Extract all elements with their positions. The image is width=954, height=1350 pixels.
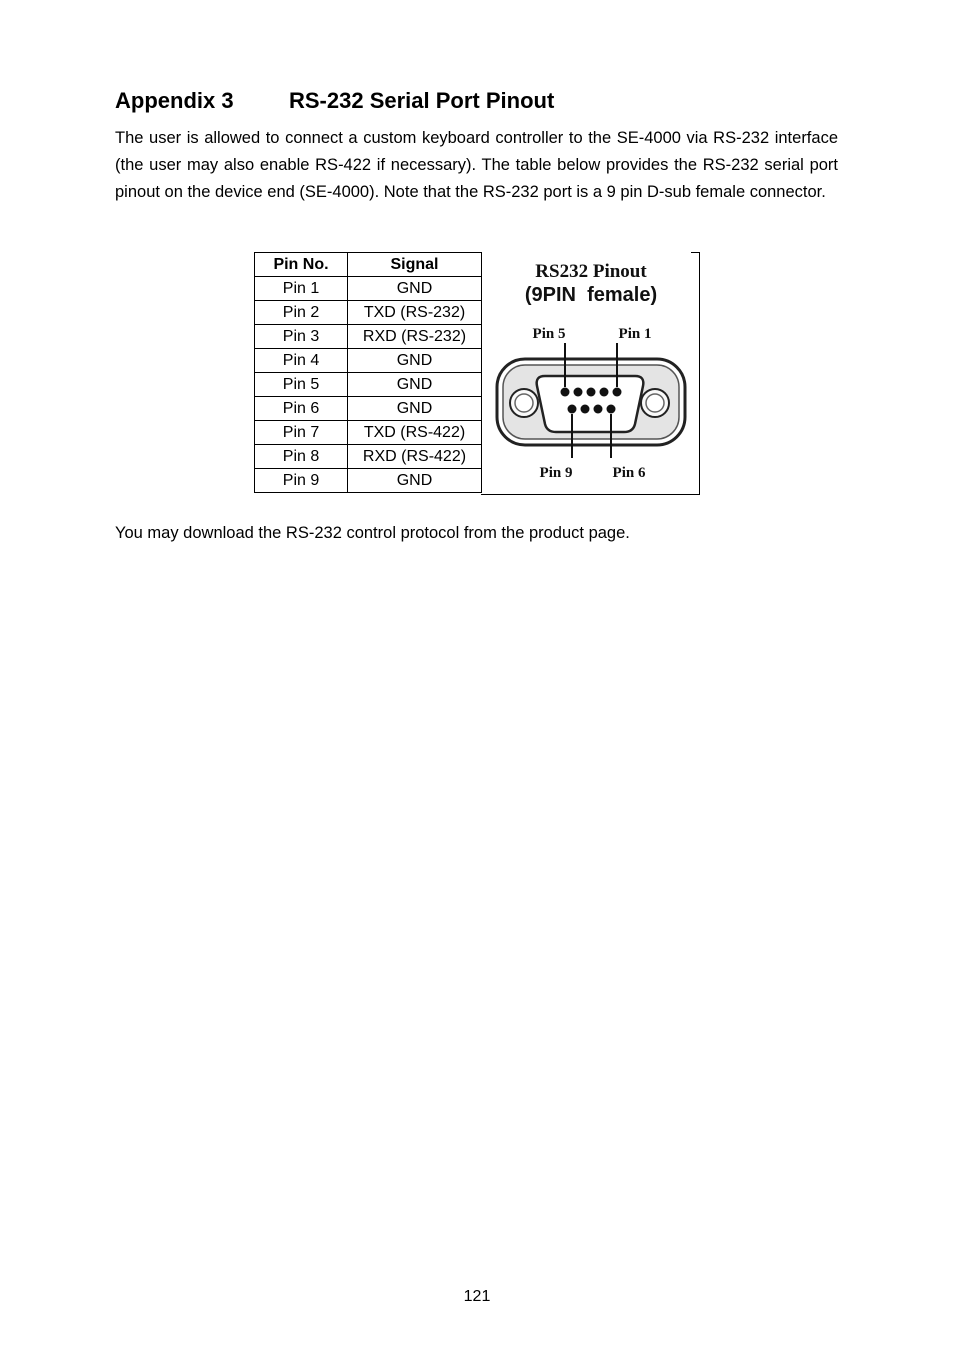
table-row bbox=[255, 277, 482, 301]
signal-cell: GND bbox=[348, 277, 482, 301]
intro-paragraph: The user is allowed to connect a custom keyboard controller to the SE-4000 via RS-232 interface (the user may also enable RS-422 if necessary). The table below provides the RS-232 serial port pinout on the device end (SE-4000). Note that the RS-232 port is a 9 pin D-sub female connector. bbox=[115, 129, 838, 201]
table-row bbox=[255, 397, 482, 421]
mounting-screw-right-inner-icon bbox=[646, 394, 664, 412]
d-sub-receptacle bbox=[537, 376, 644, 432]
table-header-row bbox=[255, 253, 482, 277]
signal-cell: GND bbox=[348, 349, 482, 373]
pin-cell: Pin 7 bbox=[255, 421, 348, 445]
db9-connector-drawing bbox=[481, 252, 699, 494]
pin-hole-icon bbox=[587, 388, 596, 397]
table-row bbox=[255, 421, 482, 445]
download-note: You may download the RS-232 control protocol from the product page. bbox=[115, 524, 630, 542]
pin-cell: Pin 4 bbox=[255, 349, 348, 373]
signal-cell: GND bbox=[348, 397, 482, 421]
page-number: 121 bbox=[463, 1288, 491, 1305]
header-pin-no: Pin No. bbox=[255, 253, 348, 277]
table-row bbox=[255, 469, 482, 493]
pin-cell: Pin 1 bbox=[255, 277, 348, 301]
pin-hole-icon bbox=[574, 388, 583, 397]
appendix-number: Appendix 3 bbox=[115, 88, 234, 113]
table-row bbox=[255, 445, 482, 469]
signal-cell: RXD (RS-422) bbox=[348, 445, 482, 469]
label-pin1: Pin 1 bbox=[618, 326, 652, 342]
pin-hole-icon bbox=[568, 405, 577, 414]
signal-cell: TXD (RS-422) bbox=[348, 421, 482, 445]
pin-cell: Pin 6 bbox=[255, 397, 348, 421]
mounting-screw-left-inner-icon bbox=[515, 394, 533, 412]
table-row bbox=[255, 301, 482, 325]
diagram-title: RS232 Pinout bbox=[535, 261, 647, 282]
pin-cell: Pin 8 bbox=[255, 445, 348, 469]
pin-cell: Pin 9 bbox=[255, 469, 348, 493]
label-pin5: Pin 5 bbox=[532, 326, 566, 342]
pin-hole-icon bbox=[594, 405, 603, 414]
pin-hole-icon bbox=[581, 405, 590, 414]
pin-hole-icon bbox=[600, 388, 609, 397]
connector-diagram bbox=[481, 252, 700, 495]
pin-hole-icon bbox=[607, 405, 616, 414]
pinout-table bbox=[254, 252, 482, 493]
appendix-heading bbox=[115, 86, 554, 116]
pin-cell: Pin 5 bbox=[255, 373, 348, 397]
table-row bbox=[255, 373, 482, 397]
pinout-figure bbox=[254, 252, 700, 495]
table-row bbox=[255, 349, 482, 373]
label-pin6: Pin 6 bbox=[612, 465, 646, 481]
pin-cell: Pin 2 bbox=[255, 301, 348, 325]
pin-cell: Pin 3 bbox=[255, 325, 348, 349]
signal-cell: RXD (RS-232) bbox=[348, 325, 482, 349]
diagram-subtitle: (9PIN female) bbox=[524, 284, 658, 306]
pin-hole-icon bbox=[613, 388, 622, 397]
signal-cell: TXD (RS-232) bbox=[348, 301, 482, 325]
header-signal: Signal bbox=[348, 253, 482, 277]
label-pin9: Pin 9 bbox=[539, 465, 573, 481]
table-row bbox=[255, 325, 482, 349]
signal-cell: GND bbox=[348, 373, 482, 397]
signal-cell: GND bbox=[348, 469, 482, 493]
pin-hole-icon bbox=[561, 388, 570, 397]
appendix-title: RS-232 Serial Port Pinout bbox=[289, 88, 555, 113]
